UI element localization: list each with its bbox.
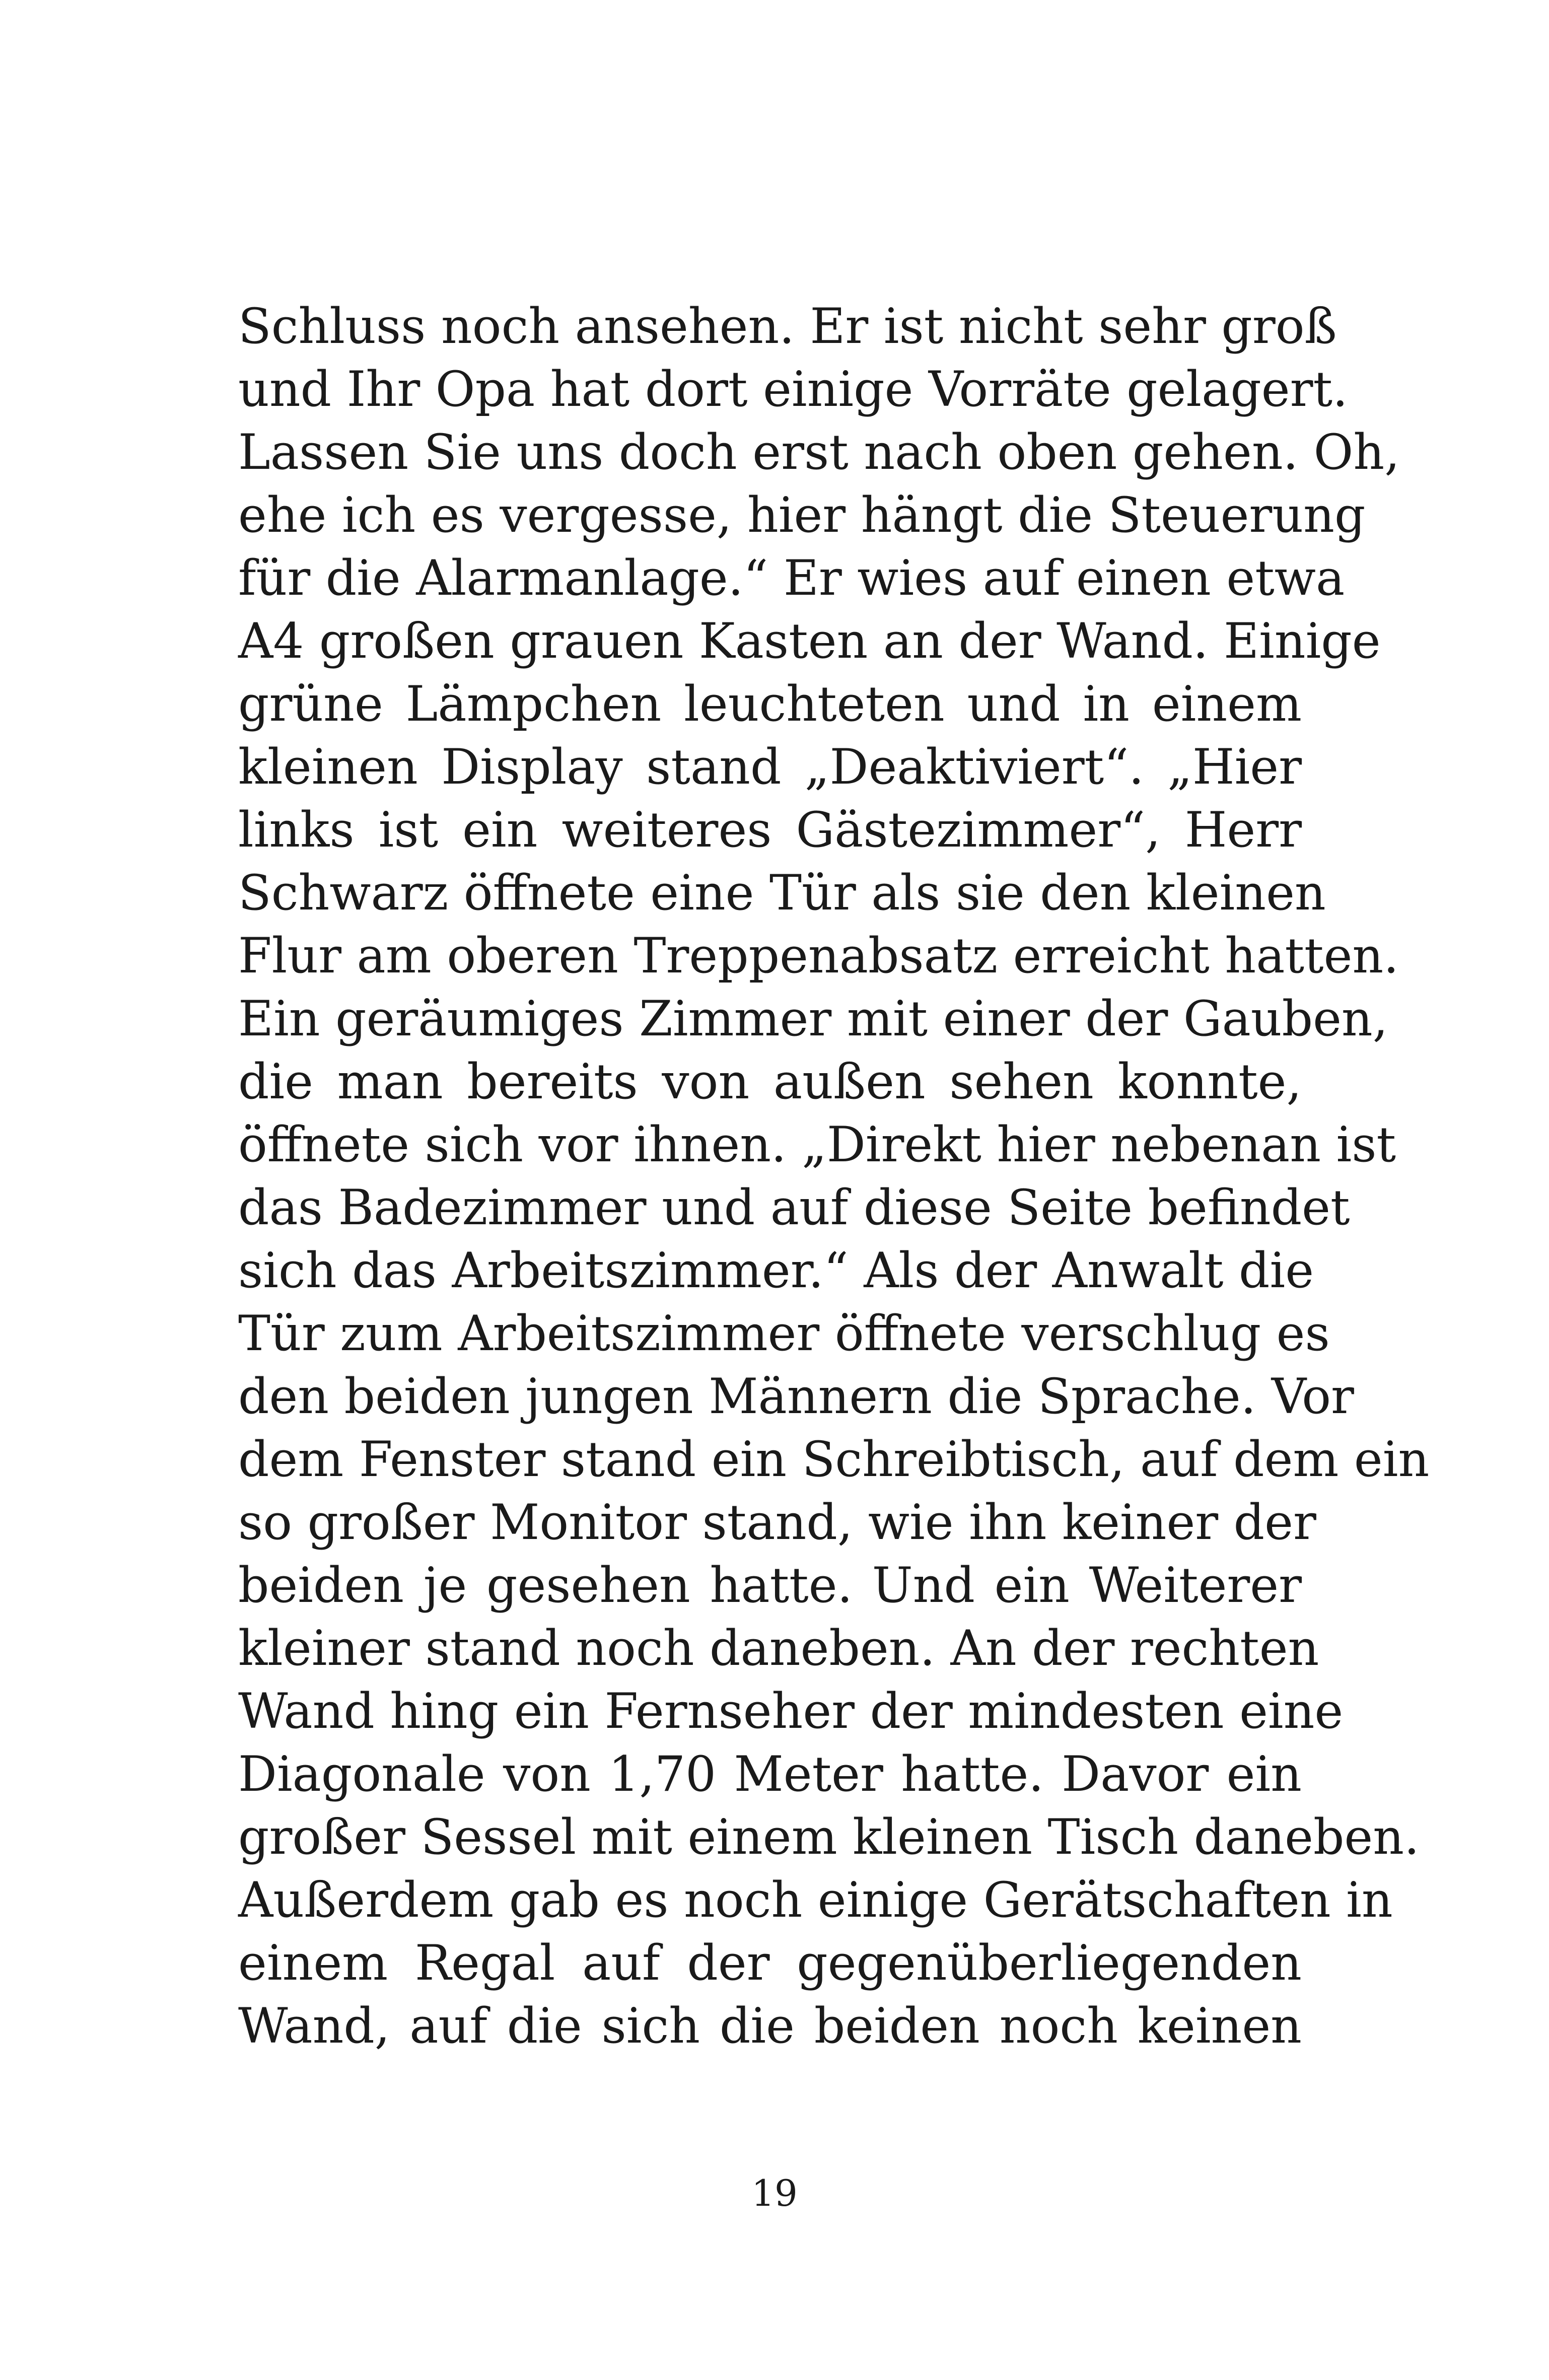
- text-line: Außerdem gab es noch einige Gerätschaften in: [238, 1872, 1393, 1928]
- body-text: [238, 295, 1430, 2058]
- text-line: Schluss noch ansehen. Er ist nicht sehr groß: [238, 298, 1337, 355]
- text-line: Schwarz öffnete eine Tür als sie den kleinen: [238, 865, 1326, 921]
- text-line: A4 großen grauen Kasten an der Wand. Einige: [238, 613, 1381, 669]
- text-line: grüne Lämpchen leuchteten und in einem: [238, 676, 1302, 732]
- text-line: das Badezimmer und auf diese Seite befindet: [238, 1179, 1350, 1236]
- text-line: für die Alarmanlage.“ Er wies auf einen etwa: [238, 550, 1345, 606]
- page-number: 19: [751, 2172, 798, 2214]
- text-line: Ein geräumiges Zimmer mit einer der Gauben,: [238, 991, 1388, 1047]
- text-line: Wand hing ein Fernseher der mindesten eine: [238, 1683, 1344, 1739]
- text-line: beiden je gesehen hatte. Und ein Weiterer: [238, 1557, 1302, 1614]
- text-line: den beiden jungen Männern die Sprache. Vor: [238, 1368, 1354, 1425]
- text-line: kleiner stand noch daneben. An der rechten: [238, 1620, 1319, 1676]
- text-line: sich das Arbeitszimmer.“ Als der Anwalt die: [238, 1242, 1314, 1299]
- text-line: großer Sessel mit einem kleinen Tisch daneben.: [238, 1809, 1420, 1865]
- text-line: Wand, auf die sich die beiden noch keinen: [238, 1998, 1302, 2054]
- text-line: und Ihr Opa hat dort einige Vorräte gelagert.: [238, 361, 1348, 417]
- text-line: öffnete sich vor ihnen. „Direkt hier nebenan ist: [238, 1116, 1396, 1173]
- text-line: Flur am oberen Treppenabsatz erreicht hatten.: [238, 928, 1399, 984]
- text-line: ehe ich es vergesse, hier hängt die Steuerung: [238, 487, 1366, 543]
- text-line: Lassen Sie uns doch erst nach oben gehen. Oh,: [238, 424, 1400, 480]
- text-line: einem Regal auf der gegenüberliegenden: [238, 1935, 1302, 1991]
- text-line: kleinen Display stand „Deaktiviert“. „Hier: [238, 739, 1302, 795]
- text-line: dem Fenster stand ein Schreibtisch, auf dem ein: [238, 1431, 1430, 1488]
- text-line: so großer Monitor stand, wie ihn keiner der: [238, 1494, 1316, 1551]
- text-line: Diagonale von 1,70 Meter hatte. Davor ein: [238, 1746, 1302, 1802]
- text-line: links ist ein weiteres Gästezimmer“, Herr: [238, 802, 1302, 858]
- text-line: die man bereits von außen sehen konnte,: [238, 1054, 1302, 1110]
- text-line: Tür zum Arbeitszimmer öffnete verschlug es: [238, 1305, 1330, 1362]
